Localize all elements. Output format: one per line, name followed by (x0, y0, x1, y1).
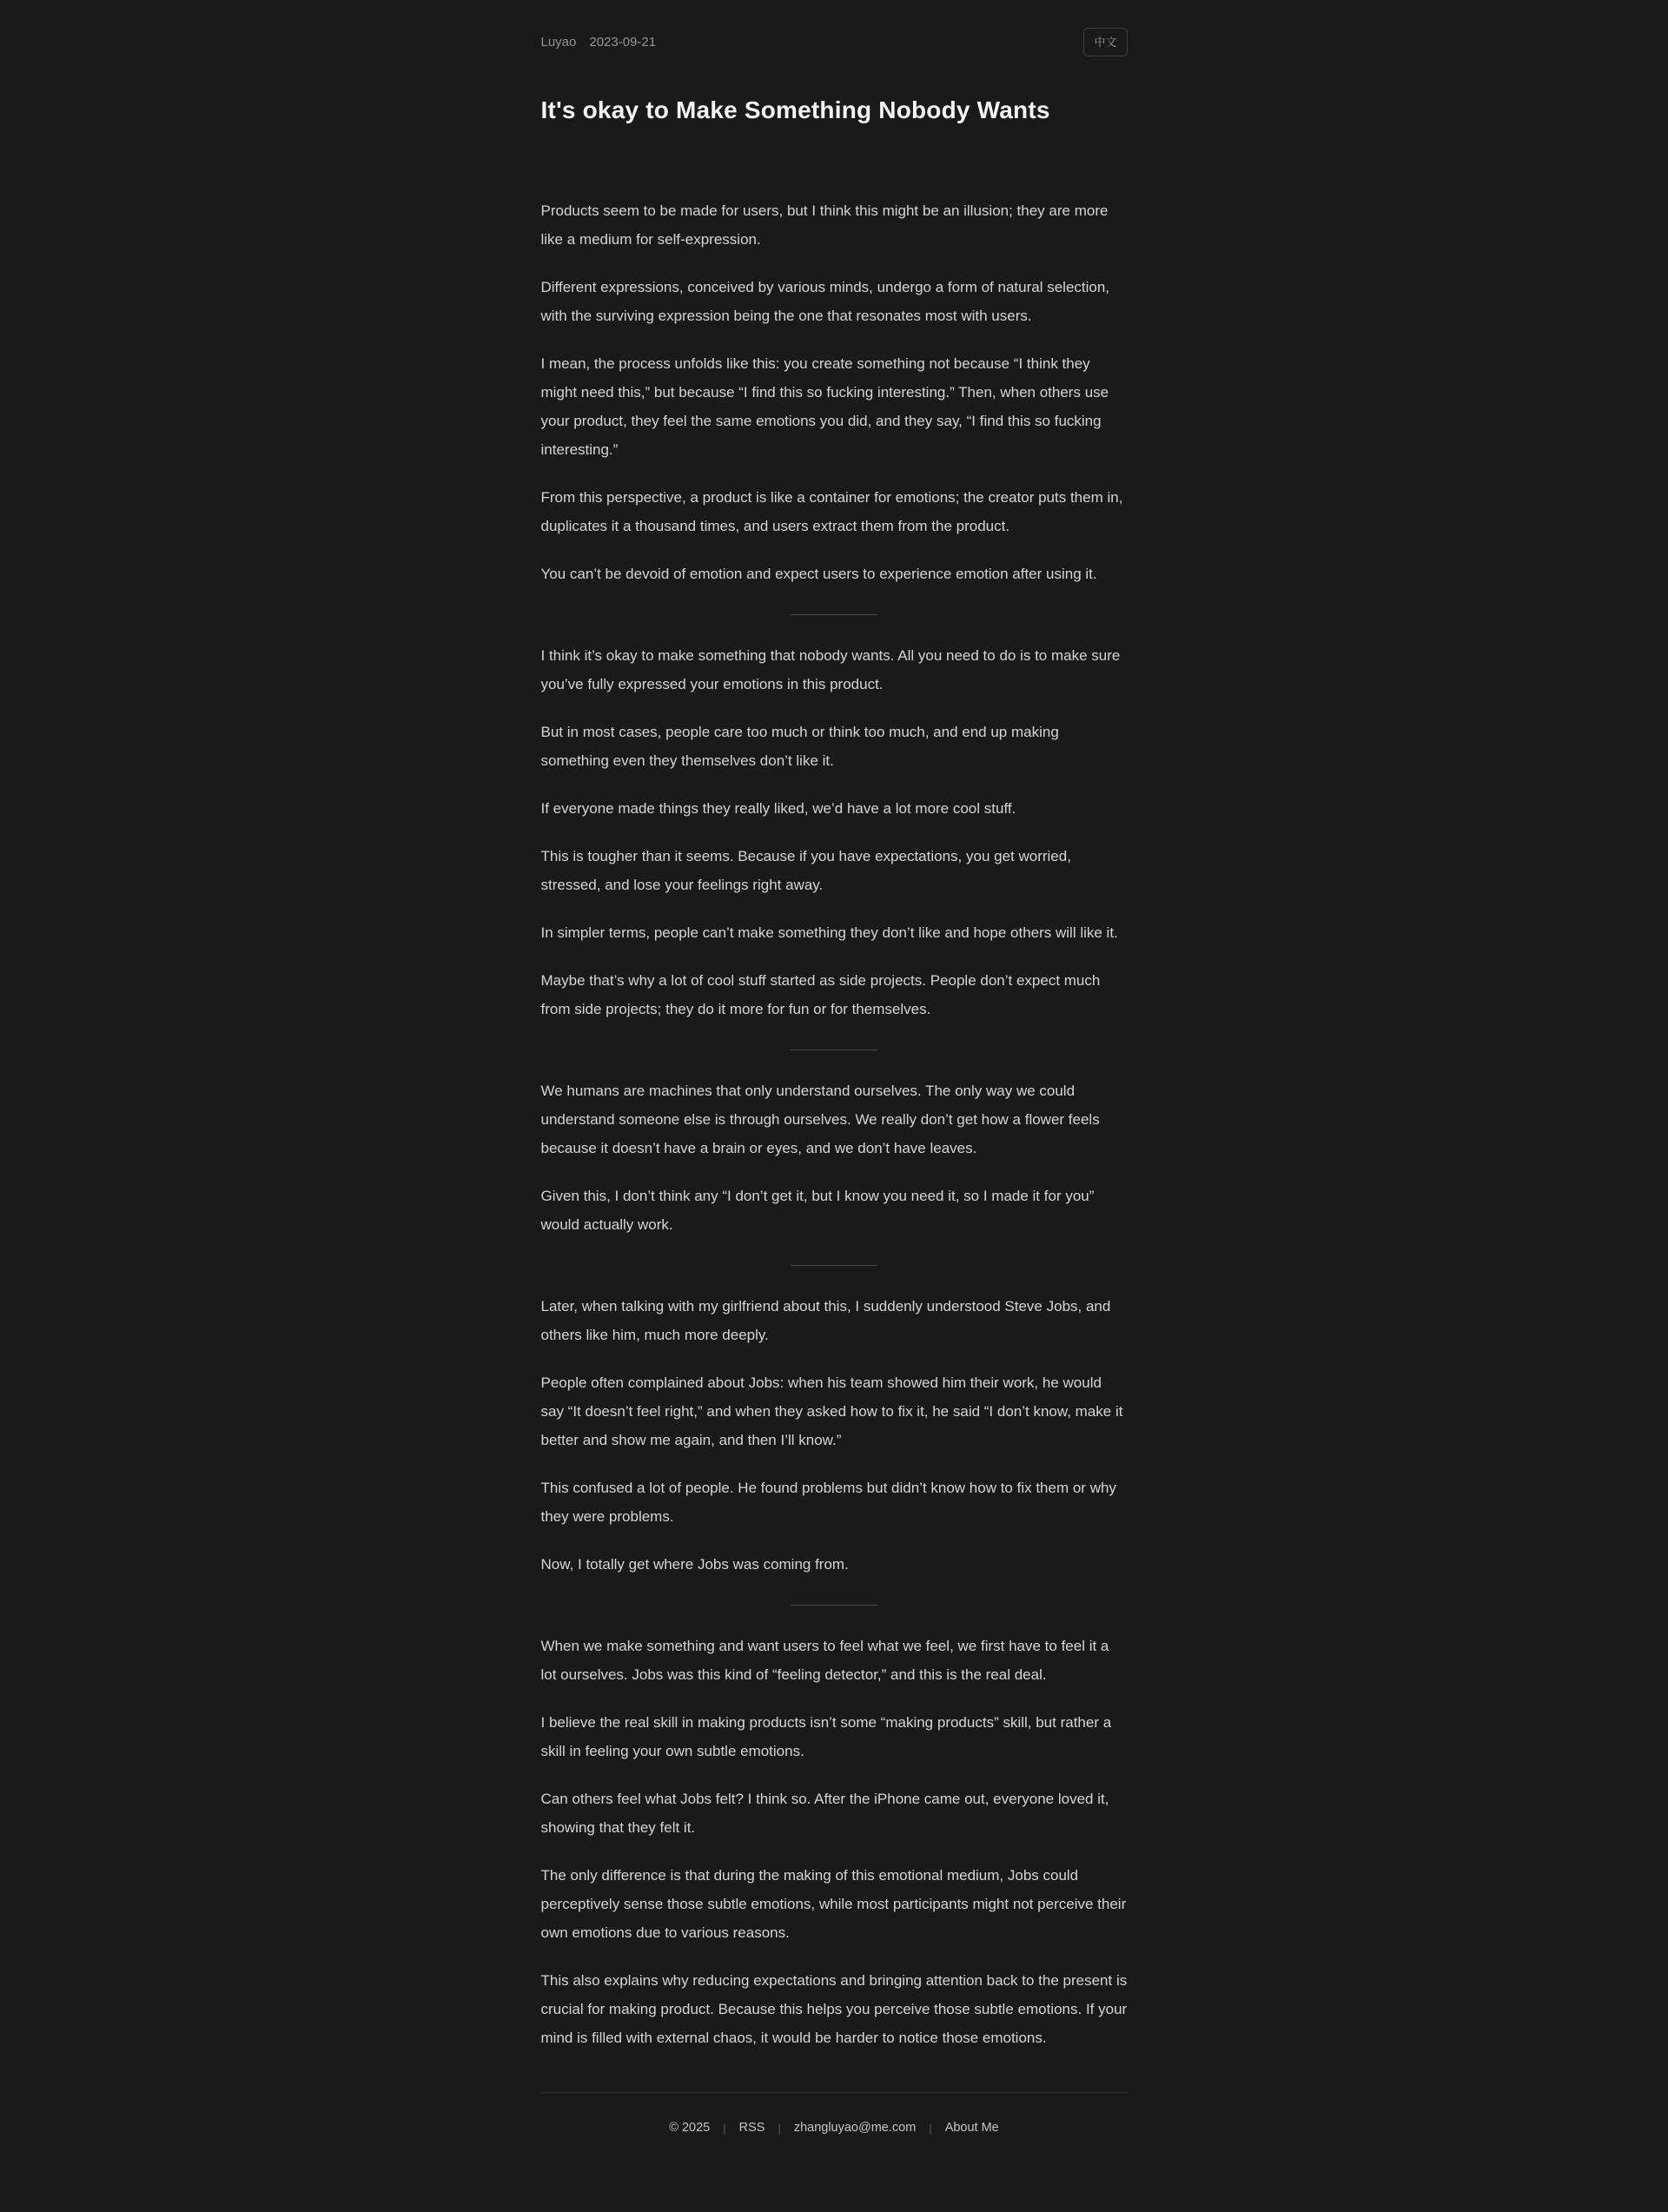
article-paragraph: Now, I totally get where Jobs was coming from. (540, 1556, 849, 1573)
footer-separator: | (723, 2121, 726, 2135)
article-section (541, 196, 1128, 588)
article-section (541, 1292, 1128, 1579)
article-paragraph: Given this, I don’t think any “I don’t get it, but I know you need it, so I made it for you” would actually work. (540, 1188, 1095, 1233)
content-column (541, 0, 1128, 2189)
about-me-link[interactable]: About Me (944, 2121, 999, 2135)
rss-link[interactable]: RSS (738, 2121, 765, 2135)
article-paragraph: I believe the real skill in making products isn’t some “making products” skill, but rather a skill in feeling your own subtle emotions. (540, 1714, 1112, 1759)
section-divider (791, 614, 877, 615)
article-paragraph: Later, when talking with my girlfriend about this, I suddenly understood Steve Jobs, and others like him, much more deeply. (540, 1298, 1111, 1343)
copyright-text: © 2025 (669, 2121, 711, 2135)
article-paragraph: Can others feel what Jobs felt? I think so. After the iPhone came out, everyone loved it, showing that they felt it. (540, 1791, 1109, 1836)
article-paragraph: If everyone made things they really liked, we’d have a lot more cool stuff. (540, 800, 1016, 817)
article-paragraph: In simpler terms, people can’t make something they don’t like and hope others will like it. (540, 924, 1118, 941)
page-footer (541, 2092, 1128, 2189)
page-header (541, 28, 1128, 56)
article-paragraph: You can’t be devoid of emotion and expect users to experience emotion after using it. (540, 566, 1097, 582)
footer-separator: | (778, 2121, 781, 2135)
article-section (541, 1076, 1128, 1239)
article-paragraph: But in most cases, people care too much or think too much, and end up making something even they themselves don’t like it. (540, 724, 1059, 769)
language-toggle-button[interactable]: 中文 (1083, 28, 1127, 56)
post-meta (541, 35, 657, 50)
article-section (541, 1632, 1128, 2052)
article-paragraph: Maybe that’s why a lot of cool stuff started as side projects. People don’t expect much from side projects; they do it more for fun or for themselves. (540, 972, 1101, 1017)
article-paragraph: When we make something and want users to feel what we feel, we first have to feel it a lot ourselves. Jobs was this kind of “feeling detector,” and this is the real deal. (540, 1638, 1109, 1683)
article-paragraph: Different expressions, conceived by various minds, undergo a form of natural selection, with the surviving expression being the one that resonates most with users. (540, 279, 1110, 324)
article-paragraph: From this perspective, a product is like a container for emotions; the creator puts them in, duplicates it a thousand times, and users extract them from the product. (540, 489, 1123, 534)
article-paragraph: This confused a lot of people. He found problems but didn’t know how to fix them or why they were problems. (540, 1480, 1116, 1525)
section-divider (791, 1605, 877, 1606)
article-paragraph: We humans are machines that only understand ourselves. The only way we could understand someone else is through ourselves. We really don’t get how a flower feels because it doesn’t have a brain or eyes, and we don’t have leaves. (540, 1083, 1100, 1156)
article-paragraph: The only difference is that during the making of this emotional medium, Jobs could perceptively sense those subtle emotions, while most participants might not perceive their own emotions due to various reasons. (540, 1867, 1127, 1941)
article-paragraph: People often complained about Jobs: when his team showed him their work, he would say “It doesn’t feel right,” and when they asked how to fix it, he said “I don’t know, make it better and show me again, and then I’ll know.” (540, 1374, 1123, 1448)
footer-separator: | (929, 2121, 932, 2135)
article-paragraph: I mean, the process unfolds like this: you create something not because “I think they might need this,” but because “I find this so fucking interesting.” Then, when others use your product, they feel the same emotions you did, and they say, “I find this so fucking interesting.” (540, 355, 1109, 458)
post-date: 2023-09-21 (589, 35, 657, 50)
section-divider (791, 1265, 877, 1266)
article-paragraph: Products seem to be made for users, but I think this might be an illusion; they are more like a medium for self-expression. (540, 202, 1109, 248)
article-paragraph: This is tougher than it seems. Because if you have expectations, you get worried, stressed, and lose your feelings right away. (540, 848, 1071, 893)
footer-line (541, 2121, 1128, 2135)
article-paragraph: This also explains why reducing expectations and bringing attention back to the present is crucial for making product. Because this helps you perceive those subtle emotions. If your mind is filled with external chaos, it would be harder to notice those emotions. (540, 1972, 1128, 2046)
page-title: It's okay to Make Something Nobody Wants (540, 96, 1050, 123)
article-paragraph: I think it’s okay to make something that nobody wants. All you need to do is to make sure you’ve fully expressed your emotions in this product. (540, 647, 1121, 692)
email-link[interactable]: zhangluyao@me.com (793, 2121, 917, 2135)
author-name: Luyao (540, 35, 577, 50)
article-section (541, 641, 1128, 1023)
article-body (541, 196, 1128, 2052)
